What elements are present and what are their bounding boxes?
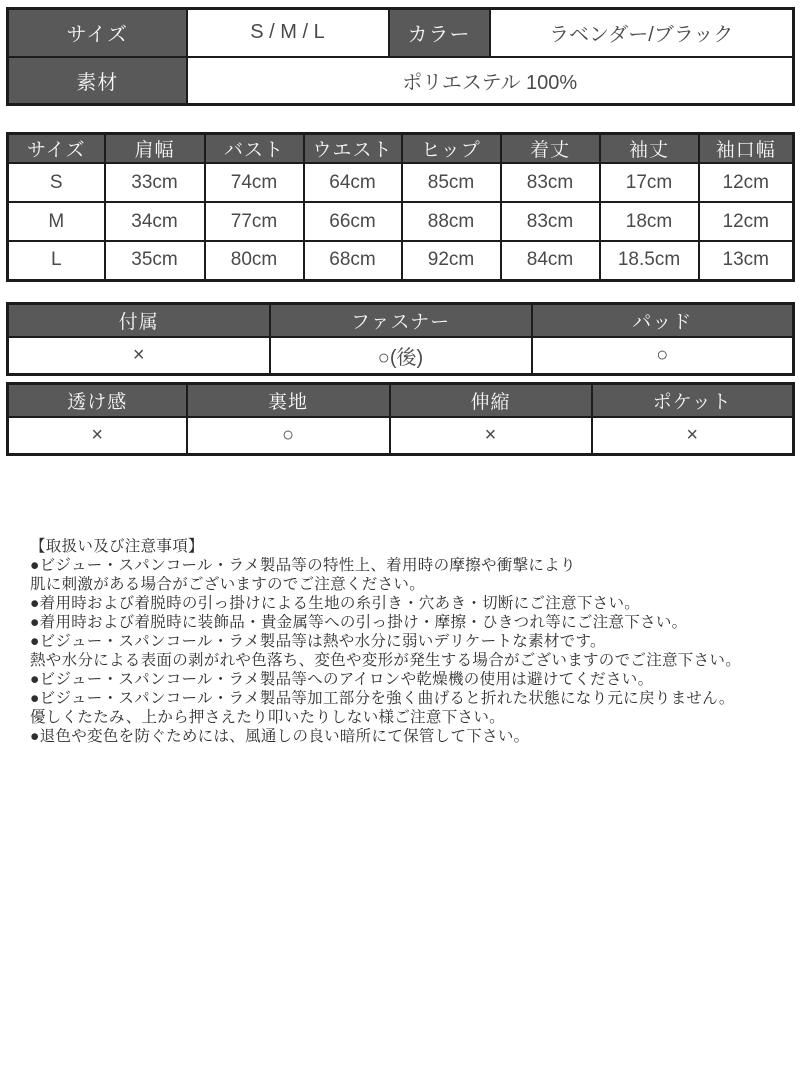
feature-value-cell: × — [8, 337, 270, 375]
care-notes-line: ●着用時および着脱時に装飾品・貴金属等への引っ掛け・摩擦・ひきつれ等にご注意下さい。 — [30, 614, 688, 631]
care-notes-line: 優しくたたみ、上から押さえたり叩いたりしない様ご注意下さい。 — [30, 709, 505, 726]
care-notes-line: ●ビジュー・スパンコール・ラメ製品等は熱や水分に弱いデリケートな素材です。 — [30, 633, 606, 650]
feature-value-cell: × — [390, 417, 592, 455]
measurement-value-cell: 85cm — [402, 163, 501, 202]
care-notes-title: 【取扱い及び注意事項】 — [30, 538, 204, 555]
features1-value-row — [8, 337, 794, 375]
measurements-header-cell: 袖丈 — [600, 134, 699, 164]
care-notes-line: 熱や水分による表面の剥がれや色落ち、変色や変形が発生する場合がございますのでご注意下さい。 — [30, 652, 742, 669]
measurement-value-cell: 17cm — [600, 163, 699, 202]
size-value: S / M / L — [187, 9, 389, 57]
care-notes-line: ●着用時および着脱時の引っ掛けによる生地の糸引き・穴あき・切断にご注意下さい。 — [30, 595, 641, 612]
measurements-header-cell: バスト — [205, 134, 304, 164]
care-notes-line: 肌に刺激がある場合がございますのでご注意ください。 — [30, 576, 426, 593]
measurements-header-row — [8, 134, 794, 164]
measurements-header-cell: サイズ — [8, 134, 105, 164]
measurement-value-cell: 13cm — [699, 241, 794, 280]
features1-header-row — [8, 304, 794, 337]
feature-header-cell: 付属 — [8, 304, 270, 337]
material-value: ポリエステル 100% — [187, 57, 794, 105]
measurements-table — [6, 132, 795, 282]
measurements-header-cell: 着丈 — [501, 134, 600, 164]
measurements-header-cell: ヒップ — [402, 134, 501, 164]
measurement-value-cell: 84cm — [501, 241, 600, 280]
measurement-value-cell: 83cm — [501, 163, 600, 202]
measurements-header-cell: ウエスト — [304, 134, 402, 164]
features2-header-row — [8, 384, 794, 417]
color-value: ラベンダー/ブラック — [490, 9, 794, 57]
measurement-value-cell: 83cm — [501, 202, 600, 241]
measurement-value-cell: 33cm — [105, 163, 205, 202]
measurement-value-cell: 68cm — [304, 241, 402, 280]
color-label: カラー — [389, 9, 490, 57]
features-table-2 — [6, 382, 795, 456]
measurements-row-l — [8, 241, 794, 280]
measurements-header-cell: 肩幅 — [105, 134, 205, 164]
feature-header-cell: パッド — [532, 304, 794, 337]
material-label: 素材 — [8, 57, 187, 105]
measurement-value-cell: 12cm — [699, 163, 794, 202]
measurement-value-cell: 88cm — [402, 202, 501, 241]
feature-value-cell: × — [8, 417, 187, 455]
spec-summary-table — [6, 7, 795, 106]
feature-header-cell: ファスナー — [270, 304, 532, 337]
measurement-value-cell: 12cm — [699, 202, 794, 241]
spec-material-row — [8, 57, 794, 105]
feature-header-cell: ポケット — [592, 384, 794, 417]
care-notes-line: ●ビジュー・スパンコール・ラメ製品等加工部分を強く曲げると折れた状態になり元に戻りません。 — [30, 690, 735, 707]
measurement-value-cell: 66cm — [304, 202, 402, 241]
spec-size-color-row — [8, 9, 794, 57]
feature-value-cell: × — [592, 417, 794, 455]
features-table-1 — [6, 302, 795, 376]
measurement-value-cell: 80cm — [205, 241, 304, 280]
size-row-label: L — [8, 241, 105, 280]
care-notes-line: ●ビジュー・スパンコール・ラメ製品等へのアイロンや乾燥機の使用は避けてください。 — [30, 671, 654, 688]
measurement-value-cell: 74cm — [205, 163, 304, 202]
measurements-row-m — [8, 202, 794, 241]
measurement-value-cell: 34cm — [105, 202, 205, 241]
feature-header-cell: 伸縮 — [390, 384, 592, 417]
feature-value-cell: ○ — [532, 337, 794, 375]
feature-header-cell: 透け感 — [8, 384, 187, 417]
measurement-value-cell: 77cm — [205, 202, 304, 241]
feature-value-cell: ○ — [187, 417, 390, 455]
feature-header-cell: 裏地 — [187, 384, 390, 417]
measurements-header-cell: 袖口幅 — [699, 134, 794, 164]
measurement-value-cell: 92cm — [402, 241, 501, 280]
features2-value-row — [8, 417, 794, 455]
care-notes-line: ●ビジュー・スパンコール・ラメ製品等の特性上、着用時の摩擦や衝撃により — [30, 557, 576, 574]
size-label: サイズ — [8, 9, 187, 57]
measurement-value-cell: 64cm — [304, 163, 402, 202]
care-notes-line: ●退色や変色を防ぐためには、風通しの良い暗所にて保管して下さい。 — [30, 728, 530, 745]
measurement-value-cell: 35cm — [105, 241, 205, 280]
measurement-value-cell: 18.5cm — [600, 241, 699, 280]
measurement-value-cell: 18cm — [600, 202, 699, 241]
feature-value-cell: ○(後) — [270, 337, 532, 375]
care-notes — [30, 537, 790, 746]
size-row-label: M — [8, 202, 105, 241]
measurements-row-s — [8, 163, 794, 202]
size-row-label: S — [8, 163, 105, 202]
